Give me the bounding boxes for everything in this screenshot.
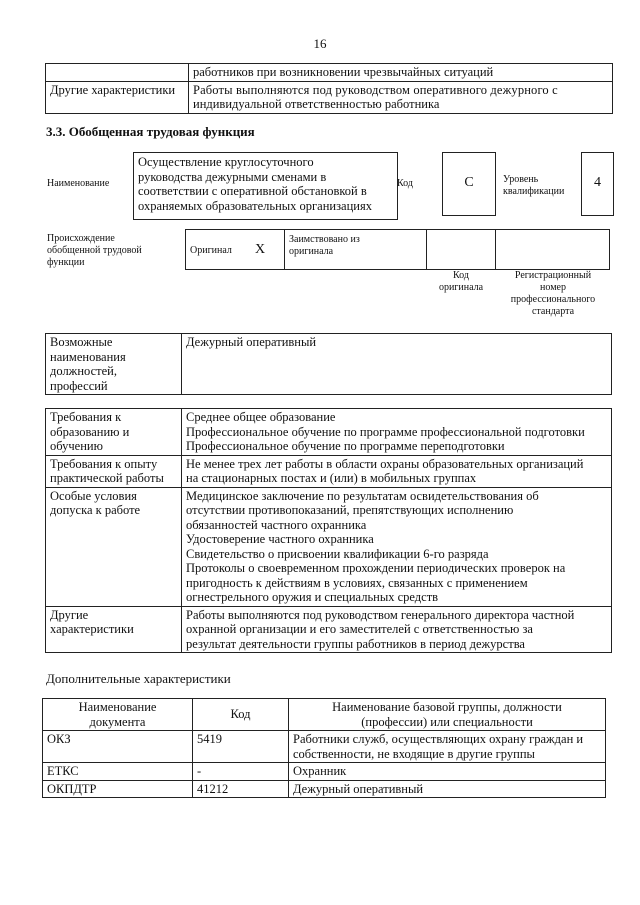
origin-label: Происхождение обобщенной трудовой функции (47, 233, 142, 268)
admission-conditions-value: Медицинское заключение по результатам освидетельствования об отсутствии противопоказаний, препятствующих исполнению обязанностей частного охранника Удостоверение частного охранника Свидетельство о присвоении квалификации 6-го разряда Протоколы о своевременном прохождении периодических проверок на пригодность к действиям в условиях, связанных с применением огнестрельного оружия и специальных средств (182, 487, 612, 606)
borrowed-cell: Заимствовано из оригинала (285, 230, 427, 270)
doc-cell: ЕТКС (43, 763, 193, 781)
function-name-line: руководства дежурными сменами в (138, 169, 327, 184)
other-characteristics-text-2: индивидуальной ответственностью работника (193, 97, 440, 111)
header-document: Наименование документа (43, 699, 193, 731)
code-cell: 5419 (193, 731, 289, 763)
code-cell: 41212 (193, 780, 289, 798)
positions-value: Дежурный оперативный (182, 334, 612, 395)
table-row (46, 64, 613, 82)
code-label: Код (397, 178, 413, 189)
original-mark: X (255, 241, 266, 257)
positions-table (45, 333, 612, 395)
header-group-name: Наименование базовой группы, должности (профессии) или специальности (289, 699, 606, 731)
code-value: C (464, 175, 474, 190)
registration-number-caption: Регистрационный номер профессионального стандарта (510, 270, 596, 317)
table-row (46, 81, 613, 113)
education-label: Требования к образованию и обучению (46, 409, 182, 456)
name-cell: Охранник (289, 763, 606, 781)
level-value: 4 (594, 175, 601, 190)
table-row (43, 731, 606, 763)
code-value-box (442, 152, 496, 216)
requirements-table (45, 408, 612, 653)
table-row (46, 487, 612, 606)
original-label: Оригинал (190, 244, 232, 256)
table-row (43, 780, 606, 798)
doc-cell: ОКЗ (43, 731, 193, 763)
page-number: 16 (313, 36, 327, 51)
table-row (43, 763, 606, 781)
table-row (46, 409, 612, 456)
section-heading: 3.3. Обобщенная трудовая функция (46, 124, 255, 139)
function-name-box (133, 152, 398, 220)
continuation-text: работников при возникновении чрезвычайных ситуаций (189, 64, 613, 82)
additional-heading: Дополнительные характеристики (46, 671, 231, 686)
other-characteristics-label: Другие характеристики (46, 81, 189, 113)
experience-value: Не менее трех лет работы в области охраны образовательных организаций на стационарных постах и (или) в мобильных группах (182, 455, 612, 487)
table-row (46, 606, 612, 653)
table-row (46, 334, 612, 395)
other-label: Другие характеристики (46, 606, 182, 653)
experience-label: Требования к опыту практической работы (46, 455, 182, 487)
name-label: Наименование (47, 178, 110, 189)
original-code-caption: Код оригинала (438, 270, 484, 293)
other-value: Работы выполняются под руководством генерального директора частной охранной организации и его заместителей с ответственностью за результат деятельности группы работников в период дежурства (182, 606, 612, 653)
function-name-line: охраняемых образовательных организациях (138, 198, 372, 213)
original-code-cell (427, 230, 496, 270)
other-characteristics-text-1: Работы выполняются под руководством оперативного дежурного с (193, 82, 558, 97)
level-value-box (581, 152, 614, 216)
header-code: Код (193, 699, 289, 731)
level-label: Уровень квалификации (503, 174, 565, 197)
registration-number-cell (496, 230, 610, 270)
function-name-line: соответствии с оперативной обстановкой в (138, 184, 367, 198)
name-cell: Работники служб, осуществляющих охрану граждан и собственности, не входящие в другие группы (289, 731, 606, 763)
table-row (46, 455, 612, 487)
code-cell: - (193, 763, 289, 781)
function-name-line: Осуществление круглосуточного (138, 155, 314, 169)
table-header-row (43, 699, 606, 731)
original-cell (186, 230, 285, 270)
education-value: Среднее общее образование Профессиональное обучение по программе профессиональной подготовки Профессиональное обучение по программе переподготовки (182, 409, 612, 456)
admission-conditions-label: Особые условия допуска к работе (46, 487, 182, 606)
additional-table (42, 698, 606, 798)
doc-cell: ОКПДТР (43, 780, 193, 798)
name-cell: Дежурный оперативный (289, 780, 606, 798)
origin-table (185, 229, 610, 270)
continuation-table (45, 63, 613, 114)
positions-label: Возможные наименования должностей, профессий (46, 334, 182, 395)
